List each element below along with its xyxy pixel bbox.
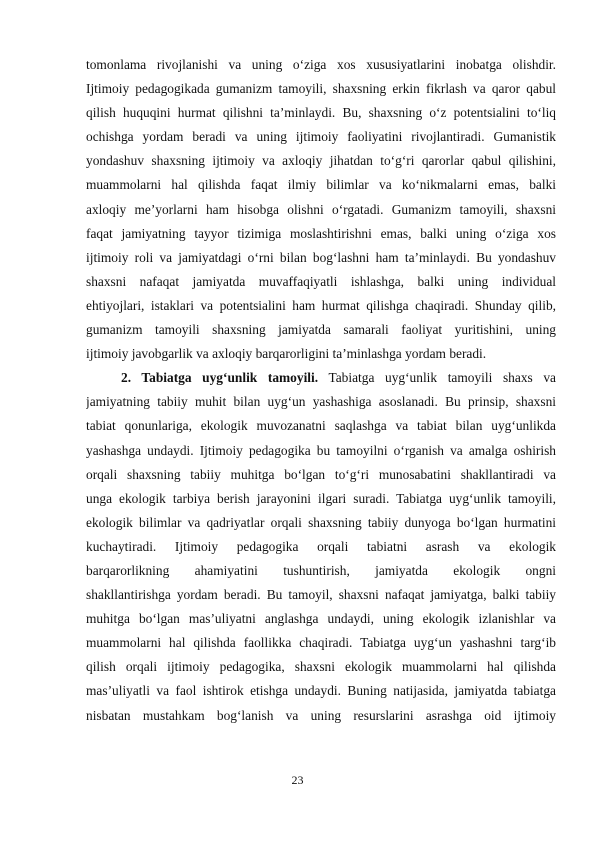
page-number: 23 <box>291 773 304 787</box>
text-line: nisbatan mustahkam bog‘lanish va uning resurslarini asrashga oid ijtimoiy <box>86 707 556 723</box>
text-line: kuchaytiradi. Ijtimoiy pedagogika orqali tabiatni asrash va ekologik <box>86 538 556 554</box>
paragraph-humanism <box>86 53 556 366</box>
text-line: ehtiyojlari, istaklari va potentsialini ham hurmat qilishga chaqiradi. Shunday qilib, <box>86 297 556 313</box>
text-line: ijtimoiy javobgarlik va axloqiy barqarorligini ta’minlashga yordam beradi. <box>86 346 487 362</box>
text-line: ekologik bilimlar va qadriyatlar orqali shaxsning tabiiy dunyoga bo‘lgan hurmatini <box>86 514 556 530</box>
text-line: gumanizm tamoyili shaxsning jamiyatda samarali faoliyat yuritishini, uning <box>86 322 556 338</box>
text-line: jamiyatning tabiiy muhit bilan uyg‘un yashashiga asoslanadi. Bu prinsip, shaxsni <box>86 394 556 410</box>
text-line: mas’uliyatli va faol ishtirok etishga undaydi. Buning natijasida, jamiyatda tabiatga <box>86 683 556 699</box>
text-line: yashashga undaydi. Ijtimoiy pedagogika bu tamoyilni o‘rganish va amalga oshirish <box>86 442 556 458</box>
text-line: axloqiy me’yorlarni ham hisobga olishni o‘rgatadi. Gumanizm tamoyili, shaxsni <box>86 201 556 217</box>
text-line: muhitga bo‘lgan mas’uliyatni anglashga undaydi, uning ekologik izlanishlar va <box>86 611 556 627</box>
text-line: faqat jamiyatning tayyor tizimiga moslashtirishni emas, balki uning o‘ziga xos <box>86 225 556 241</box>
text-line: ochishga yordam beradi va uning ijtimoiy faoliyatini rivojlantiradi. Gumanistik <box>86 129 556 145</box>
text-line: orqali shaxsning tabiiy muhitga bo‘lgan to‘g‘ri munosabatini shakllantiradi va <box>86 466 556 482</box>
text-line: qilish huquqini hurmat qilishni ta’minlaydi. Bu, shaxsning o‘z potentsialini to‘liq <box>86 105 556 121</box>
text-line: muammolarni hal qilishda faollikka chaqiradi. Tabiatga uyg‘un yashashni targ‘ib <box>86 635 556 651</box>
text-line: barqarorlikning ahamiyatini tushuntirish, jamiyatda ekologik ongni <box>86 562 556 578</box>
text-line: tomonlama rivojlanishi va uning o‘ziga xos xususiyatlarini inobatga olishdir. <box>86 57 556 72</box>
text-line: shakllantirishga yordam beradi. Bu tamoyil, shaxsni nafaqat jamiyatga, balki tabiiy <box>86 587 556 603</box>
text-line: muammolarni hal qilishda faqat ilmiy bilimlar va ko‘nikmalarni emas, balki <box>86 177 556 193</box>
text-line: qilish orqali ijtimoiy pedagogika, shaxsni ekologik muammolarni hal qilishda <box>86 659 556 675</box>
text-line: Ijtimoiy pedagogikada gumanizm tamoyili, shaxsning erkin fikrlash va qaror qabul <box>86 81 556 97</box>
heading-line <box>86 366 556 390</box>
text-line: ijtimoiy roli va jamiyatdagi o‘rni bilan bog‘lashni ham ta’minlaydi. Bu yondashuv <box>86 249 556 265</box>
text-line: yondashuv shaxsning ijtimoiy va axloqiy jihatdan to‘g‘ri qarorlar qabul qilishini, <box>86 153 556 169</box>
text-line: unga ekologik tarbiya berish jarayonini ilgari suradi. Tabiatga uyg‘unlik tamoyili, <box>86 490 556 506</box>
paragraph-nature-harmony <box>86 366 556 727</box>
text-line: tabiat qonunlariga, ekologik muvozanatni saqlashga va tabiat bilan uyg‘unlikda <box>86 418 556 434</box>
heading-line-text: Tabiatga uyg‘unlik tamoyili shaxs va <box>318 370 556 386</box>
section-heading: 2. Tabiatga uyg‘unlik tamoyili. <box>121 370 319 386</box>
document-body <box>86 53 556 728</box>
text-line: shaxsni nafaqat jamiyatda muvaffaqiyatli ishlashga, balki uning individual <box>86 273 556 289</box>
